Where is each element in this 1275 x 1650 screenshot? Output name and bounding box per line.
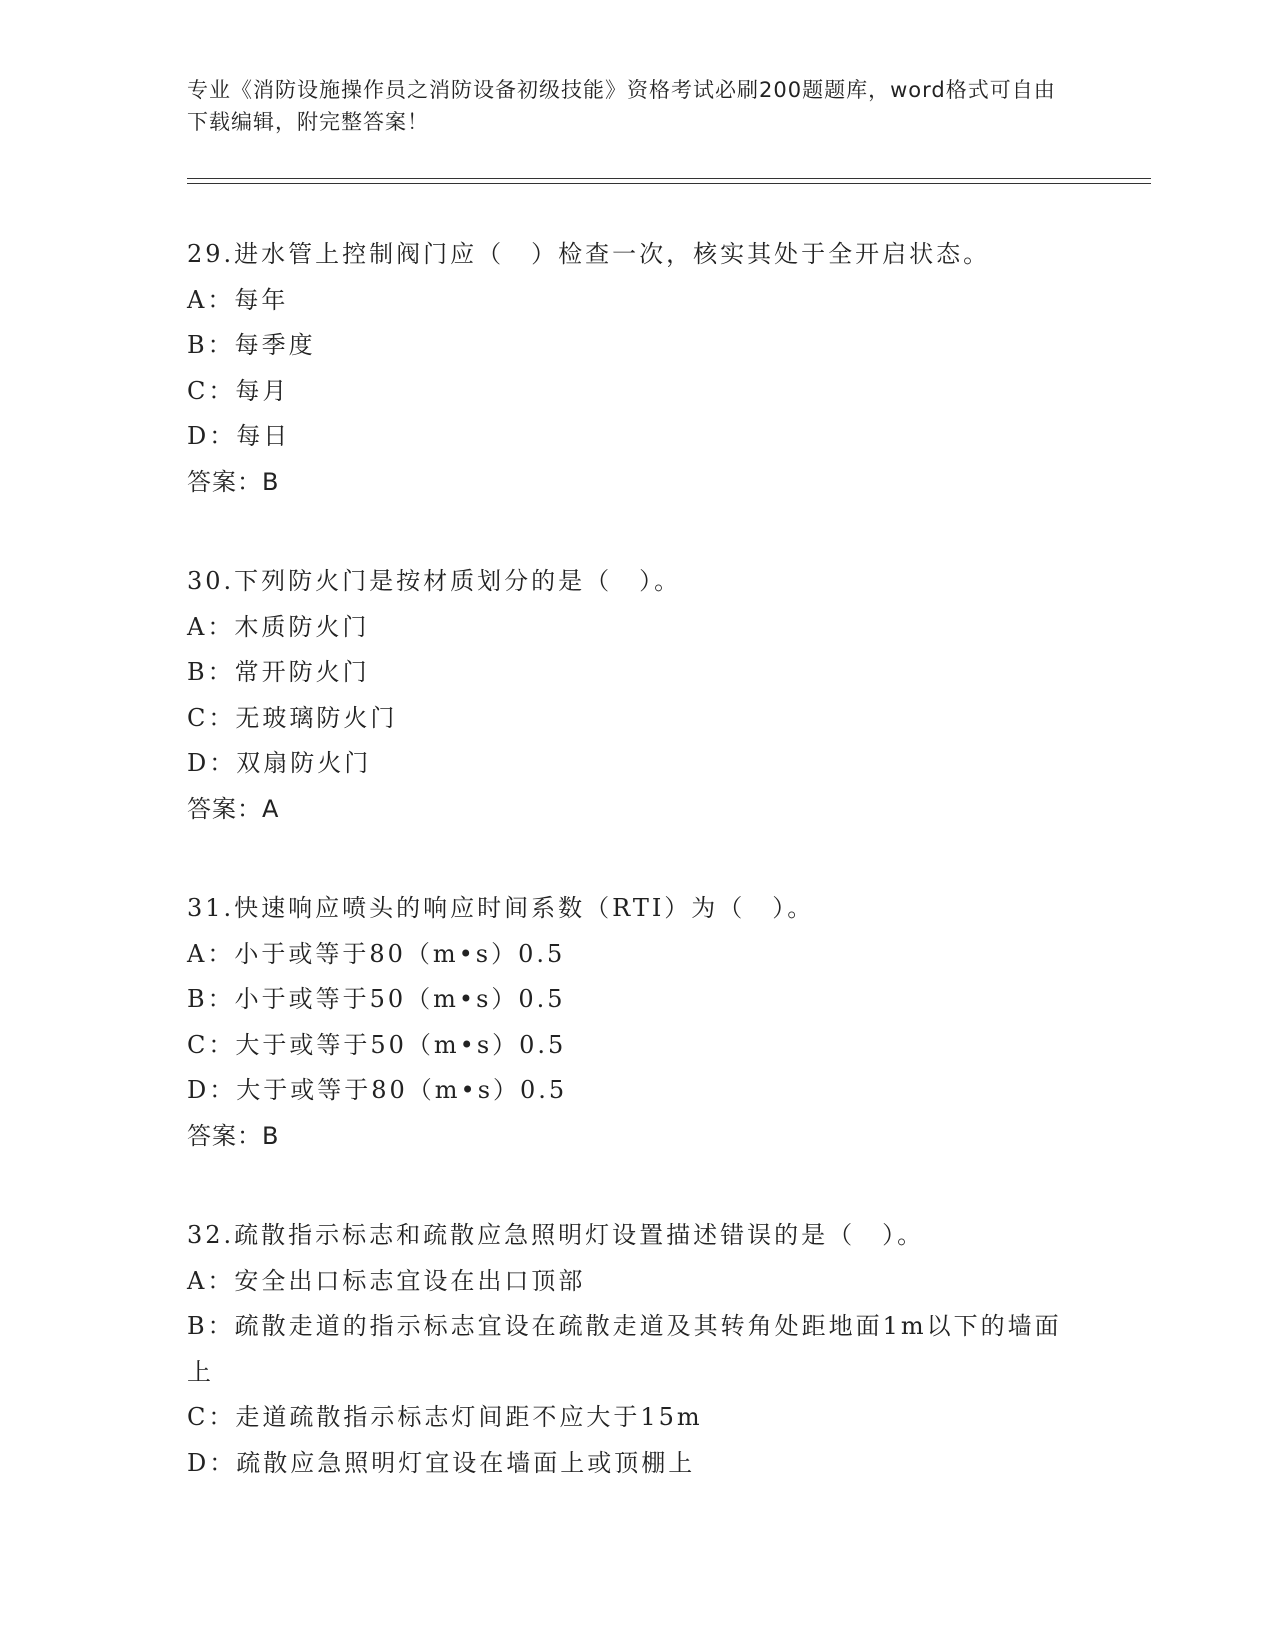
option-b: B：每季度 bbox=[187, 331, 316, 359]
question-list bbox=[187, 232, 1087, 1540]
question-stem: 31.快速响应喷头的响应时间系数（RTI）为（ ）。 bbox=[187, 894, 815, 922]
option-a: A：安全出口标志宜设在出口顶部 bbox=[187, 1266, 586, 1295]
question-stem: 30.下列防火门是按材质划分的是（ ）。 bbox=[187, 567, 682, 595]
header-title: 专业《消防设施操作员之消防设备初级技能》资格考试必刷200题题库，word格式可自由下载编辑，附完整答案！ bbox=[187, 78, 1056, 134]
option-d: D：每日 bbox=[187, 422, 291, 450]
question-stem: 29.进水管上控制阀门应（ ）检查一次，核实其处于全开启状态。 bbox=[187, 240, 991, 268]
option-a: A：小于或等于80（m•s）0.5 bbox=[187, 939, 566, 968]
option-b: B：疏散走道的指示标志宜设在疏散走道及其转角处距地面1m以下的墙面上 bbox=[187, 1312, 1062, 1386]
header-divider-top bbox=[187, 178, 1151, 179]
answer-label: 答案：B bbox=[187, 1121, 280, 1150]
question-stem: 32.疏散指示标志和疏散应急照明灯设置描述错误的是（ ）。 bbox=[187, 1221, 925, 1249]
header-divider-bottom bbox=[187, 183, 1151, 184]
option-d: D：大于或等于80（m•s）0.5 bbox=[187, 1076, 568, 1104]
option-b: B：常开防火门 bbox=[187, 658, 370, 686]
question-32 bbox=[187, 1213, 1087, 1486]
option-d: D：双扇防火门 bbox=[187, 749, 372, 777]
option-a: A：木质防火门 bbox=[187, 612, 370, 641]
option-c: C：走道疏散指示标志灯间距不应大于15m bbox=[187, 1403, 703, 1431]
question-30 bbox=[187, 559, 1087, 832]
option-d: D：疏散应急照明灯宜设在墙面上或顶棚上 bbox=[187, 1448, 696, 1477]
option-c: C：每月 bbox=[187, 376, 290, 405]
answer-label: 答案：A bbox=[187, 794, 280, 823]
option-c: C：无玻璃防火门 bbox=[187, 703, 398, 732]
option-a: A：每年 bbox=[187, 285, 289, 314]
question-29 bbox=[187, 232, 1087, 505]
option-c: C：大于或等于50（m•s）0.5 bbox=[187, 1030, 567, 1059]
question-31 bbox=[187, 886, 1087, 1159]
option-b: B：小于或等于50（m•s）0.5 bbox=[187, 985, 566, 1013]
answer-label: 答案：B bbox=[187, 467, 280, 496]
